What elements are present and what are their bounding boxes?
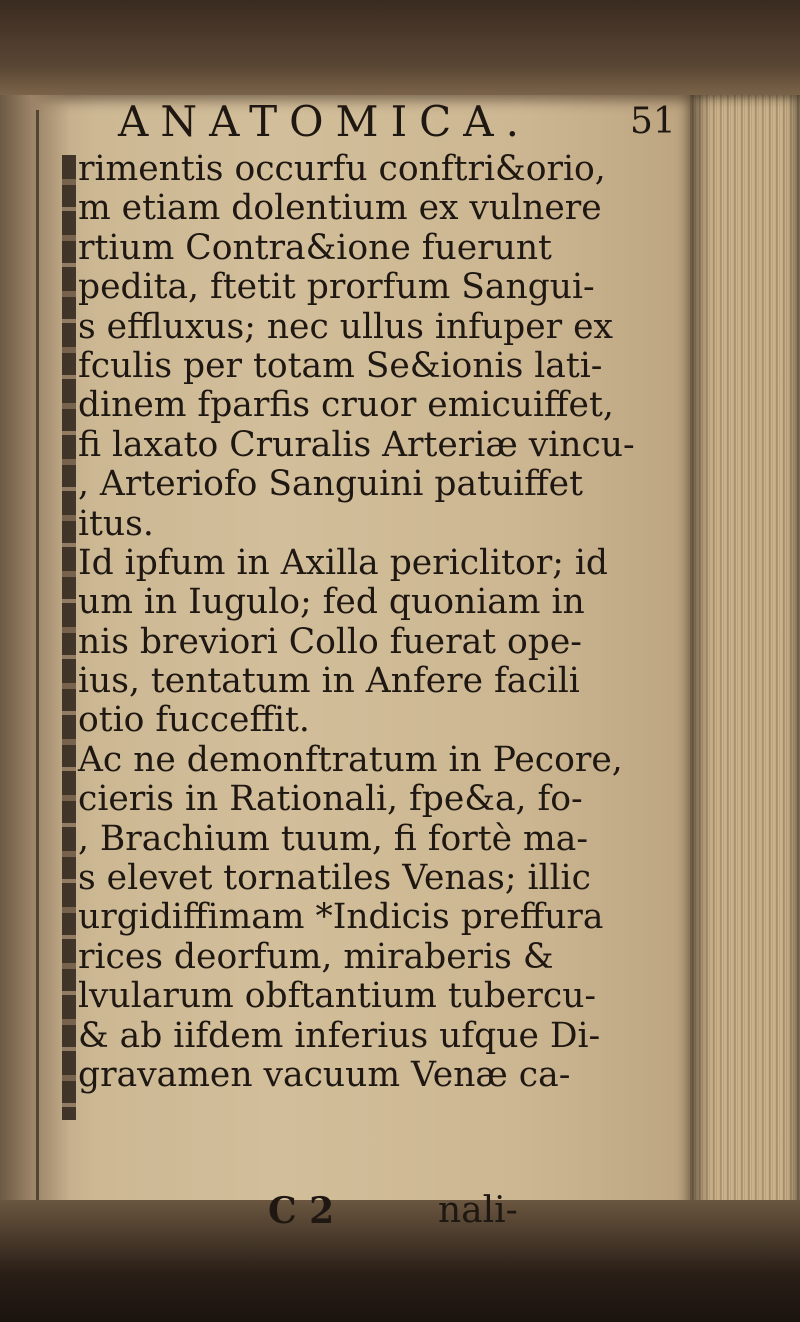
page-fore-edge bbox=[690, 95, 800, 1245]
text-line: m etiam dolentium ex vulnere bbox=[78, 188, 602, 229]
text-line: otio fucceffit. bbox=[78, 700, 310, 741]
text-line: lvularum obftantium tubercu- bbox=[78, 976, 597, 1017]
text-line: gravamen vacuum Venæ ca- bbox=[78, 1054, 571, 1095]
text-line: pedita, ftetit prorfum Sangui- bbox=[78, 267, 595, 308]
catchword: nali- bbox=[438, 1190, 518, 1231]
text-line: s effluxus; nec ullus infuper ex bbox=[78, 306, 614, 347]
top-shadow bbox=[0, 0, 800, 95]
text-line: s elevet tornatiles Venas; illic bbox=[78, 858, 591, 899]
text-line: urgidiffimam *Indicis preffura bbox=[78, 897, 604, 938]
text-line: nis breviori Collo fuerat ope- bbox=[78, 621, 582, 662]
text-line: um in Iugulo; fed quoniam in bbox=[78, 582, 585, 623]
text-line: , Brachium tuum, fi fortè ma- bbox=[78, 818, 588, 859]
text-line: ius, tentatum in Anfere facili bbox=[78, 661, 580, 702]
text-line: fi laxato Cruralis Arteriæ vincu- bbox=[78, 424, 635, 465]
gutter-fold-line bbox=[36, 110, 39, 1200]
running-title: ANATOMICA. bbox=[118, 97, 531, 146]
book-gutter bbox=[0, 95, 70, 1225]
text-line: & ab iifdem inferius ufque Di- bbox=[78, 1015, 601, 1056]
text-line: Ac ne demonftratum in Pecore, bbox=[78, 739, 623, 780]
text-line: rtium Contra&ione fuerunt bbox=[78, 227, 552, 268]
page-number: 51 bbox=[630, 101, 676, 142]
body-text bbox=[78, 149, 678, 1232]
text-line: rimentis occurfu conftri&orio, bbox=[78, 149, 606, 189]
text-line: fculis per totam Se&ionis lati- bbox=[78, 345, 603, 386]
signature-mark: C 2 bbox=[268, 1190, 335, 1232]
text-line: dinem fparfis cruor emicuiffet, bbox=[78, 385, 614, 426]
text-line: rices deorfum, miraberis & bbox=[78, 936, 554, 977]
running-head bbox=[118, 97, 688, 147]
text-line: cieris in Rationali, fpe&a, fo- bbox=[78, 779, 583, 820]
text-line: itus. bbox=[78, 503, 154, 544]
text-line: , Arteriofo Sanguini patuiffet bbox=[78, 464, 583, 505]
text-line: Id ipfum in Axilla periclitor; id bbox=[78, 542, 608, 583]
page-footer bbox=[78, 1190, 678, 1232]
cropped-letter-edge bbox=[62, 155, 76, 1120]
